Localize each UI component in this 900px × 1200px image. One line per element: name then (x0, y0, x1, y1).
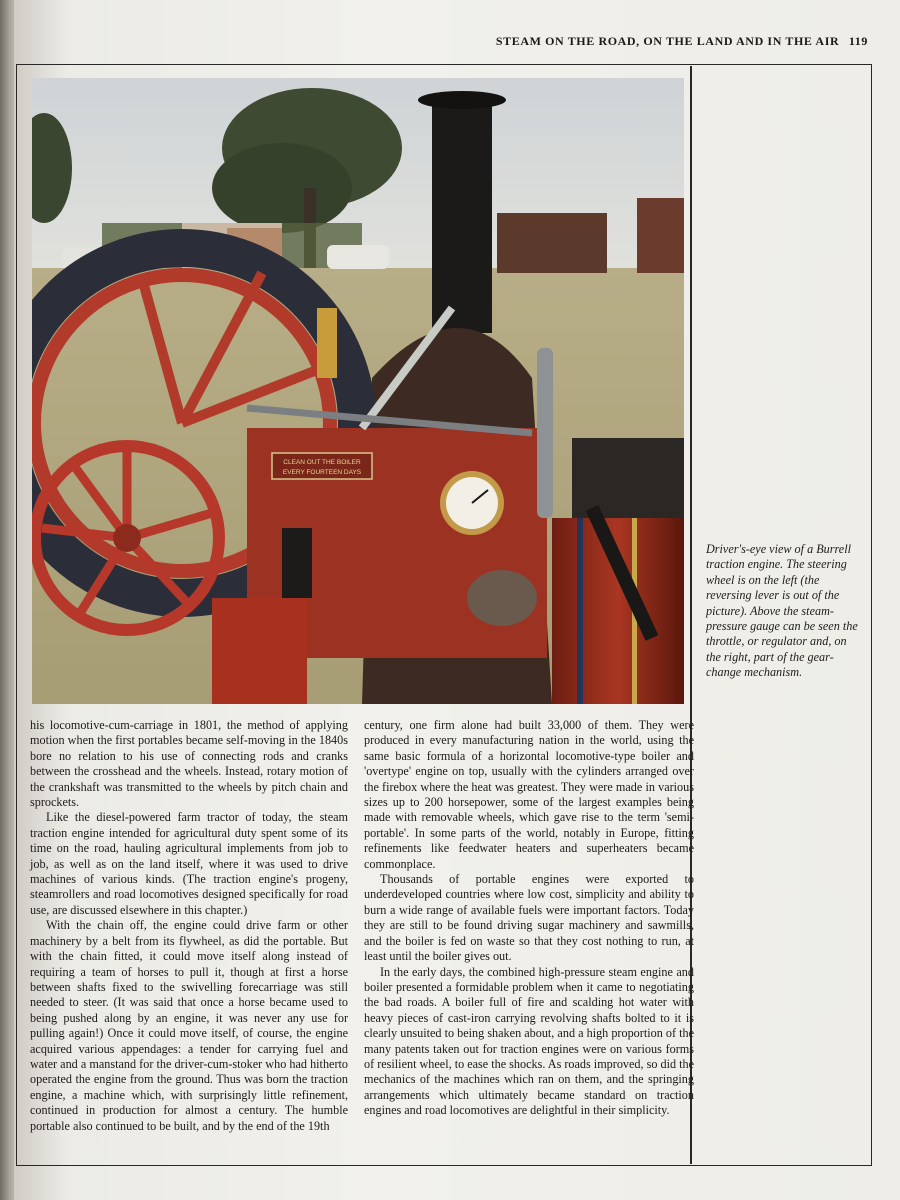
paragraph: his locomotive-cum-carriage in 1801, the method of applying motion when the first portables became self-moving in the 1840s bore no relation to his use of connecting rods and cranks between the crosshead and the wheels. Instead, rotary motion of the crankshaft was transmitted to the wheels by pitch chain and sprockets. (30, 718, 348, 810)
svg-text:EVERY FOURTEEN DAYS: EVERY FOURTEEN DAYS (282, 469, 362, 476)
running-title: STEAM ON THE ROAD, ON THE LAND AND IN THE AIR (495, 34, 840, 48)
traction-engine-photo (32, 78, 684, 704)
pressure-gauge-icon (440, 471, 504, 535)
page-number: 119 (848, 34, 868, 48)
paragraph: Thousands of portable engines were exported to underdeveloped countries where low cost, simplicity and ability to burn a wide range of available fuels were important factors. Today they are still to be found driving sugar machinery and sawmills, and the boiler is fed on waste so that they cost nothing to run, at least until the boiler gives out. (364, 872, 694, 964)
paragraph: Like the diesel-powered farm tractor of today, the steam traction engine intended for agricultural duty spent some of its time on the road, hauling agricultural implements from job to job, as well as on the land itself, where it was used to drive machines of various kinds. (The traction engine's progeny, steamrollers and road locomotives designed specifically for road use, are discussed elsewhere in this chapter.) (30, 810, 348, 917)
body-column-left (30, 718, 348, 1134)
paragraph: With the chain off, the engine could drive farm or other machinery by a belt from its flywheel, as did the portable. But with the chain fitted, it could move itself along instead of requiring a team of horses to pull it, though at first a horse between shafts fixed to the swivelling forecarriage was still needed to steer. (It was said that once a horse became used to being pushed along by an engine, it was never any use for pulling again!) Once it could move itself, of course, the engine acquired various appendages: a tender for carrying fuel and water and a manstand for the driver-cum-stoker who had hitherto operated the engine from the ground. Thus was born the traction engine, a machine which, with surprisingly little refinement, continued in production for almost a century. The humble portable also continued to be built, and by the end of the 19th (30, 918, 348, 1133)
paragraph: century, one firm alone had built 33,000 of them. They were produced in every manufacturing nation in the world, using the same basic formula of a horizontal locomotive-type boiler and 'overtype' engine on top, usually with the cylinders arranged over the firebox where the heat was greatest. They were made in various sizes up to 200 horsepower, some of the largest examples being made with removable wheels, which gave rise to the term 'semi-portable'. In some parts of the world, notably in Europe, fitting refinements like feedwater heaters and superheaters became commonplace. (364, 718, 694, 871)
body-column-right (364, 718, 694, 1119)
svg-text:CLEAN OUT THE BOILER: CLEAN OUT THE BOILER (283, 459, 361, 466)
running-header (496, 34, 868, 49)
paragraph: In the early days, the combined high-pressure steam engine and boiler presented a formidable problem when it came to negotiating the bad roads. A boiler full of fire and scalding hot water with heavy pieces of cast-iron carrying revolving shafts bolted to it is clearly unsuited to being shaken about, and a high proportion of the many patents taken out for traction engines were on various forms of resilient wheel, to ease the shocks. As roads improved, so did the mechanics of the machines which ran on them, and the springing arrangements which ultimately became standard on traction engines and road locomotives are delightful in their simplicity. (364, 964, 695, 1118)
figure-caption: Driver's-eye view of a Burrell traction engine. The steering wheel is on the left (the reversing lever is out of the picture). Above the steam-pressure gauge can be seen the throttle, or regulator and, on the right, part of the gear-change mechanism. (706, 542, 858, 680)
